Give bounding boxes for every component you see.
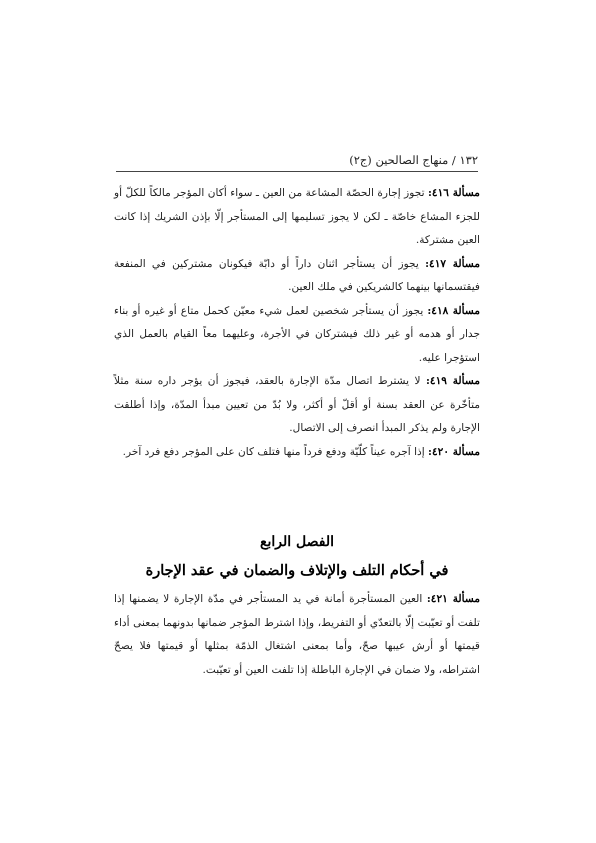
issue-419	[114, 370, 480, 441]
chapter-subtitle: في أحكام التلف والإتلاف والضمان في عقد الإجارة	[145, 562, 449, 579]
issue-text: إذا آجره عيناً كلّيّة ودفع فرداً منها فتلف كان على المؤجر دفع فرد آخر.	[122, 445, 429, 458]
chapter-heading	[114, 530, 480, 584]
issue-418	[114, 300, 480, 371]
issues-section	[114, 182, 480, 464]
issue-text: لا يشترط اتصال مدّة الإجارة بالعقد، فيجوز أن يؤجر داره سنة مثلاً متأخّرة عن العقد بسنة أو أقلّ أو أكثر، ولا بُدّ من تعيين مبدأ المدّة، وإذا أطلقت الإجارة ولم يذكر المبدأ انصرف إلى الاتصال.	[114, 375, 480, 434]
issue-417	[114, 253, 480, 300]
issue-420	[114, 441, 480, 465]
running-title: ١٣٢ / منهاج الصالحين (ج٢)	[349, 153, 478, 167]
issue-text: يجوز أن يستأجر شخصين لعمل شيء معيّن كحمل متاع أو غيره أو بناء جدار أو هدمه أو غير ذلك فيشتركان في الأجرة، وعليهما معاً القيام بالعمل الذي استؤجرا عليه.	[114, 304, 480, 364]
running-header	[116, 152, 478, 168]
header-divider	[116, 171, 478, 172]
issue-416	[114, 182, 480, 253]
issue-label: مسألة ٤١٨:	[427, 304, 481, 317]
issue-text: العين المستأجرة أمانة في يد المستأجر في مدّة الإجارة لا يضمنها إذا تلفت أو تعيّبت إلّا بالتعدّي أو التفريط، وإذا اشترط المؤجر ضمانها بدونهما بمعنى أداء قيمتها أو أرش عيبها صحّ، وأما بمعنى اشتغال الذمّة بمثلها أو قيمتها فلا يصحّ اشتراطه، ولا ضمان في الإجارة الباطلة إذا تلفت العين أو تعيّبت.	[114, 593, 480, 676]
issue-text: يجوز أن يستأجر اثنان داراً أو دابّة فيكونان مشتركين في المنفعة فيقتسمانها بينهما كالشريكين في ملك العين.	[114, 257, 480, 293]
issues-section-after	[114, 588, 480, 682]
issue-text: تجوز إجارة الحصّة المشاعة من العين ـ سواء أكان المؤجر مالكاً للكلّ أو للجزء المشاع خاصّة ـ لكن لا يجوز تسليمها إلى المستأجر إلّا بإذن الشريك إذا كانت العين مشتركة.	[114, 187, 480, 246]
issue-label: مسألة ٤١٩:	[425, 375, 480, 387]
issue-label: مسألة ٤١٦:	[427, 187, 480, 199]
chapter-title: الفصل الرابع	[260, 534, 334, 550]
issue-label: مسألة ٤٢٠:	[428, 445, 480, 458]
issue-label: مسألة ٤٢١:	[426, 593, 480, 605]
issue-421	[114, 588, 480, 682]
issue-label: مسألة ٤١٧:	[425, 257, 480, 270]
